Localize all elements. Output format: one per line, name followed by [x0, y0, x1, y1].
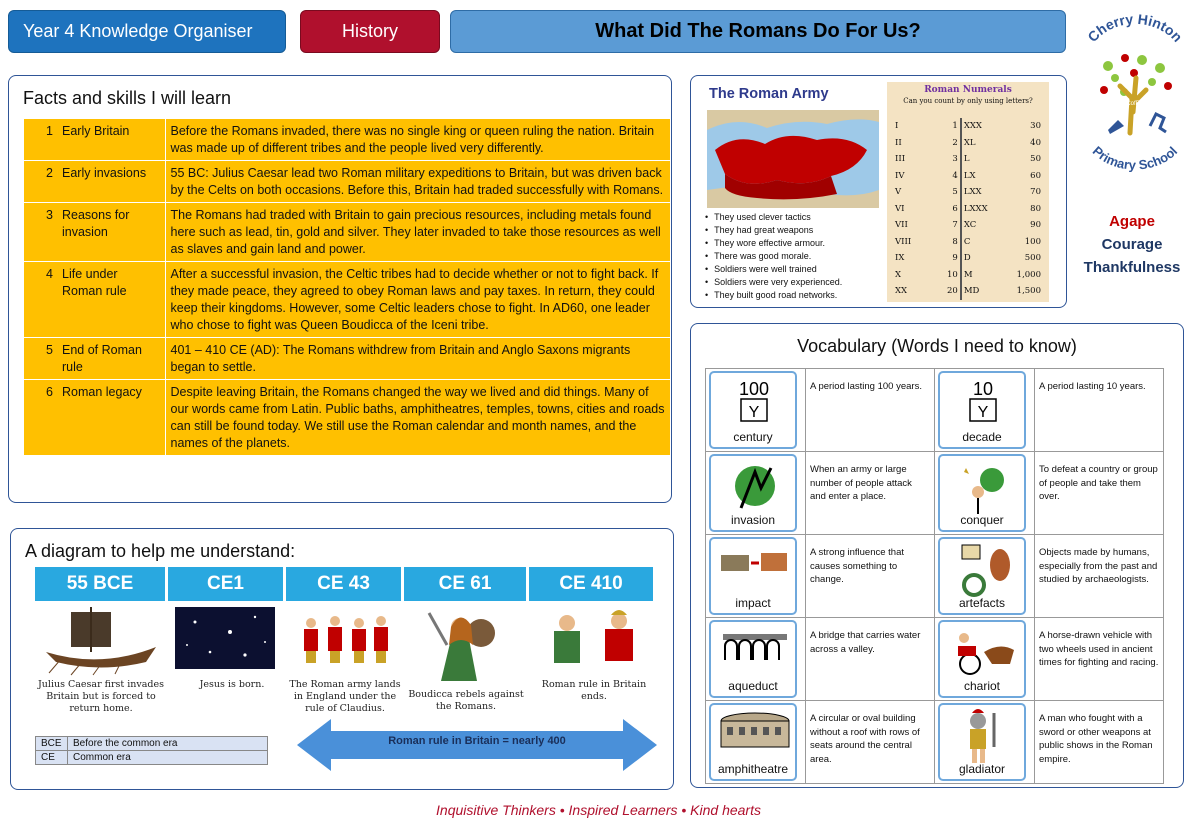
roman-numerals-chart: [887, 82, 1049, 302]
svg-text:Y: Y: [977, 404, 989, 421]
fact-number: 6: [24, 380, 58, 456]
vocab-definition: Objects made by humans, especially from the past and studied by archaeologists.: [1035, 535, 1164, 618]
numeral-row: [893, 217, 1043, 234]
numeral-value: 1: [952, 121, 958, 132]
gladiator-card: [938, 703, 1026, 781]
numeral-value: 10: [947, 269, 958, 280]
army-strength-item: • There was good morale.: [705, 250, 842, 263]
roman-numeral: XXX: [961, 118, 990, 135]
impact-card: [709, 537, 797, 615]
fact-topic: Early Britain: [58, 119, 165, 161]
roman-army-panel: [690, 75, 1067, 308]
timeline-label: 55 BCE: [35, 567, 165, 601]
fact-row: [24, 262, 670, 338]
legend-meaning: Common era: [68, 751, 268, 765]
fact-number: 3: [24, 203, 58, 262]
numeral-value: 500: [1024, 253, 1041, 264]
vocab-word: chariot: [963, 678, 1001, 693]
century-number: 100: [738, 379, 770, 399]
numerals-subtitle: Can you count by only using letters?: [903, 97, 1033, 105]
numeral-row: [893, 151, 1043, 168]
numeral-value: 1,000: [1016, 269, 1041, 280]
invasion-card: [709, 454, 797, 532]
vocab-definition: A period lasting 10 years.: [1035, 369, 1164, 452]
roman-numeral: XL: [961, 135, 990, 152]
fact-row: [24, 203, 670, 262]
numeral-value: 4: [952, 170, 958, 181]
roman-numeral: III: [895, 154, 906, 165]
numeral-value: 1,500: [1016, 286, 1041, 297]
numeral-row: [893, 118, 1043, 135]
vocab-card-cell: [706, 535, 806, 618]
numeral-row: [893, 234, 1043, 251]
fact-row: [24, 380, 670, 456]
svg-text:Cherry Hinton: [1084, 11, 1185, 45]
value-thankfulness: Thankfulness: [1083, 259, 1181, 276]
timeline-label: CE 61: [404, 567, 526, 601]
subject-bar: [300, 10, 440, 53]
facts-table: [24, 119, 670, 456]
roman-ship-icon: [41, 607, 161, 677]
fact-topic: Reasons for invasion: [58, 203, 165, 262]
numeral-value: 50: [1030, 154, 1041, 165]
roman-numeral: II: [895, 137, 902, 148]
fact-topic: Early invasions: [58, 161, 165, 203]
vocabulary-heading: Vocabulary (Words I need to know): [797, 336, 1077, 356]
vocab-definition: When an army or large number of people attack and enter a place.: [806, 452, 935, 535]
legend-row: [36, 737, 268, 751]
roman-numeral: VI: [895, 203, 905, 214]
timeline-caption: Julius Caesar first invades Britain but is forced to return home.: [37, 679, 165, 714]
numeral-value: 70: [1030, 187, 1041, 198]
school-name-top: Cherry Hinton: [1084, 10, 1186, 45]
vocab-word: gladiator: [958, 761, 1006, 776]
numeral-row: [893, 267, 1043, 284]
fact-number: 1: [24, 119, 58, 161]
vocab-word: invasion: [730, 512, 776, 527]
fact-description: After a successful invasion, the Celtic tribes had to decide whether or not to fight back. If they made peace, they agreed to obey Roman laws and pay taxes. In return, they could keep their kingdoms. However, some Celtic leaders chose to fight. In AD60, one leader who chose to fight was Queen Boudicca of the Iceni tribe.: [165, 262, 670, 338]
vocab-definition: A circular or oval building without a roof with rows of seats around the central area.: [806, 701, 935, 784]
vocabulary-grid: [705, 368, 1164, 784]
roman-numeral: M: [961, 267, 990, 284]
vocab-card-cell: [935, 369, 1035, 452]
legend-row: [36, 751, 268, 765]
vocabulary-row: [706, 452, 1164, 535]
numeral-value: 40: [1030, 137, 1041, 148]
fact-description: Despite leaving Britain, the Romans changed the way we lived and did things. Many of our words came from Latin. Public baths, amphitheatres, temples, towns, cities and roads can still be found today. We still use the Roman calendar and month names, and the names of the planets.: [165, 380, 670, 456]
vocab-definition: To defeat a country or group of people and take them over.: [1035, 452, 1164, 535]
year-title-bar: [8, 10, 286, 53]
fact-topic: Roman legacy: [58, 380, 165, 456]
fact-description: Before the Romans invaded, there was no single king or queen ruling the nation. Britain was made up of different tribes and the people lived very differently.: [165, 119, 670, 161]
vocab-word: aqueduct: [728, 678, 778, 693]
vocab-definition: A horse-drawn vehicle with two wheels used in ancient times for fighting and racing.: [1035, 618, 1164, 701]
roman-numeral: L: [961, 151, 990, 168]
vocabulary-row: [706, 369, 1164, 452]
numerals-title: Roman Numerals: [924, 85, 1012, 95]
numeral-value: 20: [947, 286, 958, 297]
chariot-card: [938, 620, 1026, 698]
vocab-word: century: [733, 429, 773, 444]
roman-empire-map-icon: [707, 110, 879, 208]
boudicca-icon: [421, 605, 501, 685]
army-strength-item: • Soldiers were very experienced.: [705, 276, 842, 289]
aqueduct-card: [709, 620, 797, 698]
vocab-definition: A strong influence that causes something to change.: [806, 535, 935, 618]
numeral-row: [893, 184, 1043, 201]
vocab-card-cell: [706, 618, 806, 701]
army-strength-item: • They had great weapons: [705, 224, 842, 237]
legend-meaning: Before the common era: [68, 737, 268, 751]
vocab-definition: A bridge that carries water across a valley.: [806, 618, 935, 701]
timeline-caption: Boudicca rebels against the Romans.: [408, 689, 524, 712]
timeline-label: CE1: [168, 567, 283, 601]
vocab-card-cell: [935, 618, 1035, 701]
vocab-word: decade: [962, 429, 1002, 444]
roman-numeral: C: [961, 234, 990, 251]
artefacts-card: [938, 537, 1026, 615]
fact-description: The Romans had traded with Britain to gain precious resources, including metals found here such as lead, tin, gold and silver. They later invaded to take those resources as well as slaves and gain land and power.: [165, 203, 670, 262]
conquer-card: [938, 454, 1026, 532]
topic-title: What Did The Romans Do For Us?: [595, 20, 921, 42]
facts-panel: [8, 75, 672, 503]
timeline-label: CE 410: [529, 567, 653, 601]
vocabulary-row: [706, 701, 1164, 784]
fact-topic: Life under Roman rule: [58, 262, 165, 338]
vocab-card-cell: [706, 701, 806, 784]
amphitheatre-card: [709, 703, 797, 781]
timeline-caption: Jesus is born.: [199, 679, 265, 690]
vocab-card-cell: [935, 701, 1035, 784]
numeral-value: 30: [1030, 121, 1041, 132]
numeral-value: 90: [1030, 220, 1041, 231]
fact-topic: End of Roman rule: [58, 338, 165, 380]
era-legend: [35, 736, 268, 765]
vocab-word: conquer: [960, 512, 1004, 527]
roman-numeral: XX: [895, 286, 908, 297]
roman-numeral: LXXX: [961, 201, 990, 218]
numeral-value: 100: [1024, 236, 1041, 247]
roman-numeral: V: [895, 187, 902, 198]
numeral-value: 8: [952, 236, 958, 247]
roman-rule-duration: Roman rule in Britain = nearly 400: [388, 735, 566, 747]
legend-abbr: CE: [36, 751, 68, 765]
numeral-row: [893, 283, 1043, 300]
numeral-value: 2: [952, 137, 958, 148]
roman-numeral: LXX: [961, 184, 990, 201]
school-logo: [1080, 8, 1190, 188]
fact-description: 55 BC: Julius Caesar lead two Roman military expeditions to Britain, but was driven back by the Celts on both occasions. Before this, Britain had traded successfully with Romans.: [165, 161, 670, 203]
roman-numeral: XC: [961, 217, 990, 234]
vocab-word: amphitheatre: [717, 761, 789, 776]
vocab-card-cell: [935, 535, 1035, 618]
roman-numeral: X: [895, 269, 902, 280]
vocab-definition: A period lasting 100 years.: [806, 369, 935, 452]
roman-numeral: LX: [961, 168, 990, 185]
army-strengths-list: [705, 211, 842, 302]
fact-number: 4: [24, 262, 58, 338]
numeral-row: [893, 250, 1043, 267]
timeline-label: CE 43: [286, 567, 401, 601]
diagram-panel: [10, 528, 674, 790]
numeral-value: 9: [952, 253, 958, 264]
roman-numeral: VIII: [895, 236, 912, 247]
numeral-row: [893, 135, 1043, 152]
fact-number: 5: [24, 338, 58, 380]
vocabulary-row: [706, 618, 1164, 701]
fact-row: [24, 161, 670, 203]
numeral-value: 7: [952, 220, 958, 231]
fact-row: [24, 119, 670, 161]
vocab-definition: A man who fought with a sword or other weapons at public shows in the Roman empire.: [1035, 701, 1164, 784]
army-strength-item: • They used clever tactics: [705, 211, 842, 224]
vocabulary-panel: [690, 323, 1184, 788]
numeral-value: 80: [1030, 203, 1041, 214]
century-card: [709, 371, 797, 449]
numeral-value: 5: [952, 187, 958, 198]
fact-number: 2: [24, 161, 58, 203]
roman-numeral: I: [895, 121, 899, 132]
school-name-bottom: Primary School: [1089, 143, 1181, 173]
year-title: Year 4 Knowledge Organiser: [23, 21, 253, 41]
school-motto: Inquisitive Thinkers • Inspired Learners • Kind hearts: [436, 802, 761, 818]
roman-numeral: VII: [895, 220, 908, 231]
vocab-card-cell: [706, 452, 806, 535]
facts-heading: Facts and skills I will learn: [23, 88, 232, 108]
vocab-word: impact: [735, 595, 771, 610]
numeral-row: [893, 201, 1043, 218]
night-star-icon: [175, 607, 275, 669]
numeral-value: 60: [1030, 170, 1041, 181]
army-strength-item: • They wore effective armour.: [705, 237, 842, 250]
roman-numeral: MD: [961, 283, 990, 300]
svg-text:Y: Y: [748, 404, 760, 421]
vocab-card-cell: [935, 452, 1035, 535]
vocab-card-cell: [706, 369, 806, 452]
vocab-word: artefacts: [958, 595, 1006, 610]
numeral-value: 6: [952, 203, 958, 214]
roman-rule-ends-icon: [539, 607, 649, 673]
roman-numeral: IV: [895, 170, 905, 181]
legend-abbr: BCE: [36, 737, 68, 751]
army-strength-item: • Soldiers were well trained: [705, 263, 842, 276]
diagram-heading: A diagram to help me understand:: [25, 541, 296, 561]
value-courage: Courage: [1101, 236, 1163, 253]
roman-numeral: IX: [895, 253, 905, 264]
numeral-row: [893, 168, 1043, 185]
cofe-badge: CofE: [1126, 101, 1140, 107]
fact-row: [24, 338, 670, 380]
roman-numeral: D: [961, 250, 990, 267]
numeral-value: 3: [952, 154, 958, 165]
roman-rule-arrow: [297, 719, 657, 771]
roman-army-title: The Roman Army: [709, 86, 829, 102]
value-agape: Agape: [1109, 213, 1155, 230]
vocabulary-row: [706, 535, 1164, 618]
army-strength-item: • They built good road networks.: [705, 289, 842, 302]
timeline-caption: The Roman army lands in England under the rule of Claudius.: [289, 679, 401, 714]
roman-soldiers-icon: [296, 609, 396, 671]
timeline-caption: Roman rule in Britain ends.: [541, 679, 647, 702]
numerals-table: [893, 118, 1043, 300]
subject-label: History: [341, 21, 398, 41]
decade-number: 10: [972, 379, 994, 399]
fact-description: 401 – 410 CE (AD): The Romans withdrew from Britain and Anglo Saxons migrants began to settle.: [165, 338, 670, 380]
decade-card: [938, 371, 1026, 449]
topic-title-bar: [450, 10, 1066, 53]
school-values: [1070, 210, 1194, 279]
svg-text:Primary School: [1090, 143, 1180, 172]
